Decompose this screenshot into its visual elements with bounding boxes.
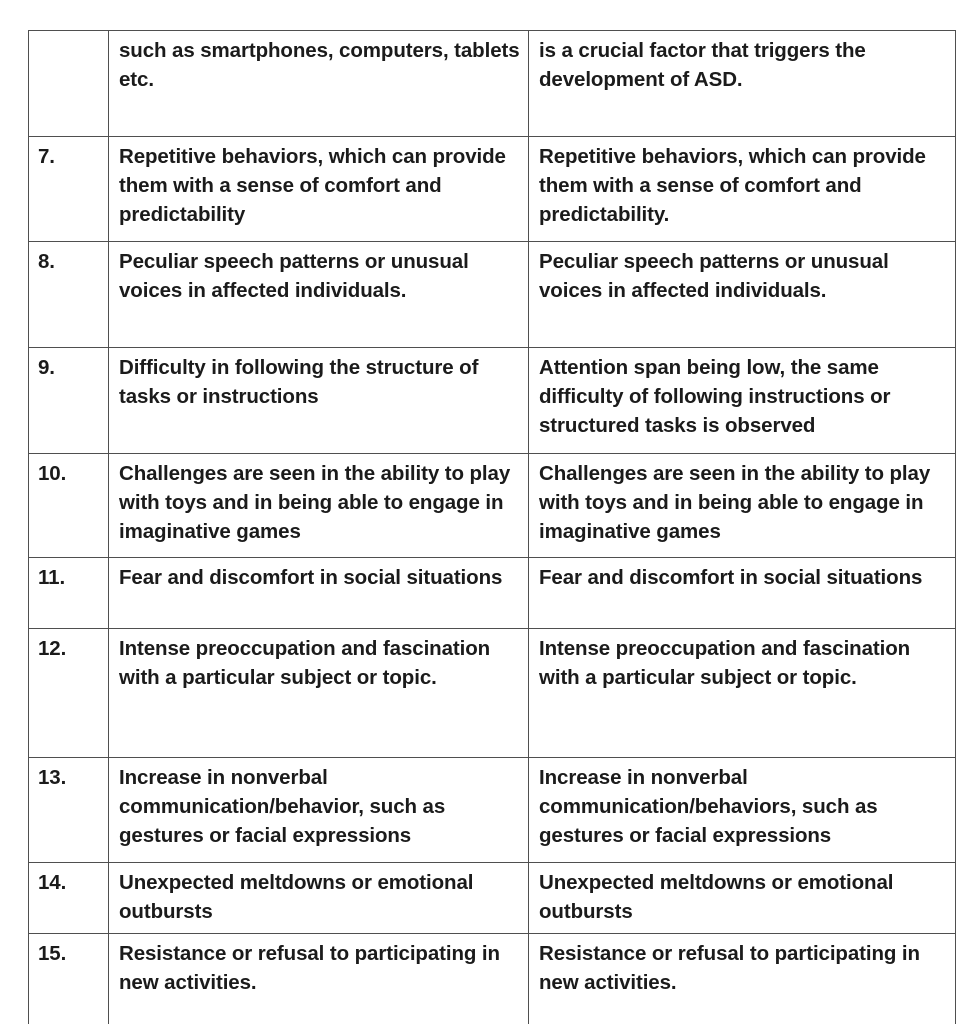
table-row <box>29 31 956 137</box>
cell-text: such as smartphones, computers, tablets etc. <box>119 39 520 92</box>
row-number: 9. <box>29 348 109 454</box>
row-column-two <box>529 558 956 629</box>
table-row <box>29 558 956 629</box>
cell-text: Repetitive behaviors, which can provide them with a sense of comfort and predictability. <box>539 145 926 227</box>
table-row <box>29 863 956 934</box>
table-row <box>29 629 956 758</box>
row-number: 11. <box>29 558 109 629</box>
cell-text: Fear and discomfort in social situations <box>539 566 923 589</box>
cell-text: Peculiar speech patterns or unusual voices in affected individuals. <box>539 250 889 303</box>
row-column-two <box>529 758 956 863</box>
row-column-one <box>109 758 529 863</box>
row-column-two <box>529 242 956 348</box>
table-row <box>29 454 956 558</box>
row-number: 10. <box>29 454 109 558</box>
cell-text: Intense preoccupation and fascination with a particular subject or topic. <box>119 637 491 690</box>
cell-text: Unexpected meltdowns or emotional outbursts <box>539 871 894 924</box>
cell-text: Intense preoccupation and fascination with a particular subject or topic. <box>539 637 911 690</box>
row-column-one <box>109 934 529 1024</box>
table-row <box>29 137 956 242</box>
table-row <box>29 934 956 1024</box>
row-column-one <box>109 629 529 758</box>
row-column-one <box>109 454 529 558</box>
row-column-two <box>529 31 956 137</box>
cell-text: Challenges are seen in the ability to play with toys and in being able to engage in imaginative games <box>119 462 511 544</box>
row-column-two <box>529 454 956 558</box>
cell-text: is a crucial factor that triggers the development of ASD. <box>539 39 866 92</box>
row-number: 14. <box>29 863 109 934</box>
row-column-one <box>109 31 529 137</box>
row-number: 12. <box>29 629 109 758</box>
cell-text: Increase in nonverbal communication/behaviors, such as gestures or facial expressions <box>539 766 878 848</box>
row-column-one <box>109 863 529 934</box>
row-column-one <box>109 137 529 242</box>
row-column-two <box>529 863 956 934</box>
cell-text: Peculiar speech patterns or unusual voices in affected individuals. <box>119 250 469 303</box>
cell-text: Difficulty in following the structure of tasks or instructions <box>119 356 479 409</box>
cell-text: Fear and discomfort in social situations <box>119 566 503 589</box>
cell-text: Attention span being low, the same difficulty of following instructions or structured tasks is observed <box>539 356 891 438</box>
row-number: 13. <box>29 758 109 863</box>
row-number: 8. <box>29 242 109 348</box>
cell-text: Increase in nonverbal communication/behavior, such as gestures or facial expressions <box>119 766 446 848</box>
row-column-one <box>109 558 529 629</box>
cell-text: Unexpected meltdowns or emotional outbursts <box>119 871 474 924</box>
row-number: 15. <box>29 934 109 1024</box>
row-number <box>29 31 109 137</box>
row-column-two <box>529 348 956 454</box>
cell-text: Repetitive behaviors, which can provide them with a sense of comfort and predictability <box>119 145 506 227</box>
row-column-one <box>109 348 529 454</box>
row-column-two <box>529 934 956 1024</box>
comparison-table <box>28 30 956 1024</box>
row-column-two <box>529 137 956 242</box>
table-row <box>29 348 956 454</box>
cell-text: Resistance or refusal to participating in new activities. <box>539 942 920 995</box>
row-column-one <box>109 242 529 348</box>
cell-text: Resistance or refusal to participating in new activities. <box>119 942 500 995</box>
row-number: 7. <box>29 137 109 242</box>
row-column-two <box>529 629 956 758</box>
table-row <box>29 242 956 348</box>
table-row <box>29 758 956 863</box>
table-body <box>29 31 956 1024</box>
cell-text: Challenges are seen in the ability to play with toys and in being able to engage in imaginative games <box>539 462 931 544</box>
